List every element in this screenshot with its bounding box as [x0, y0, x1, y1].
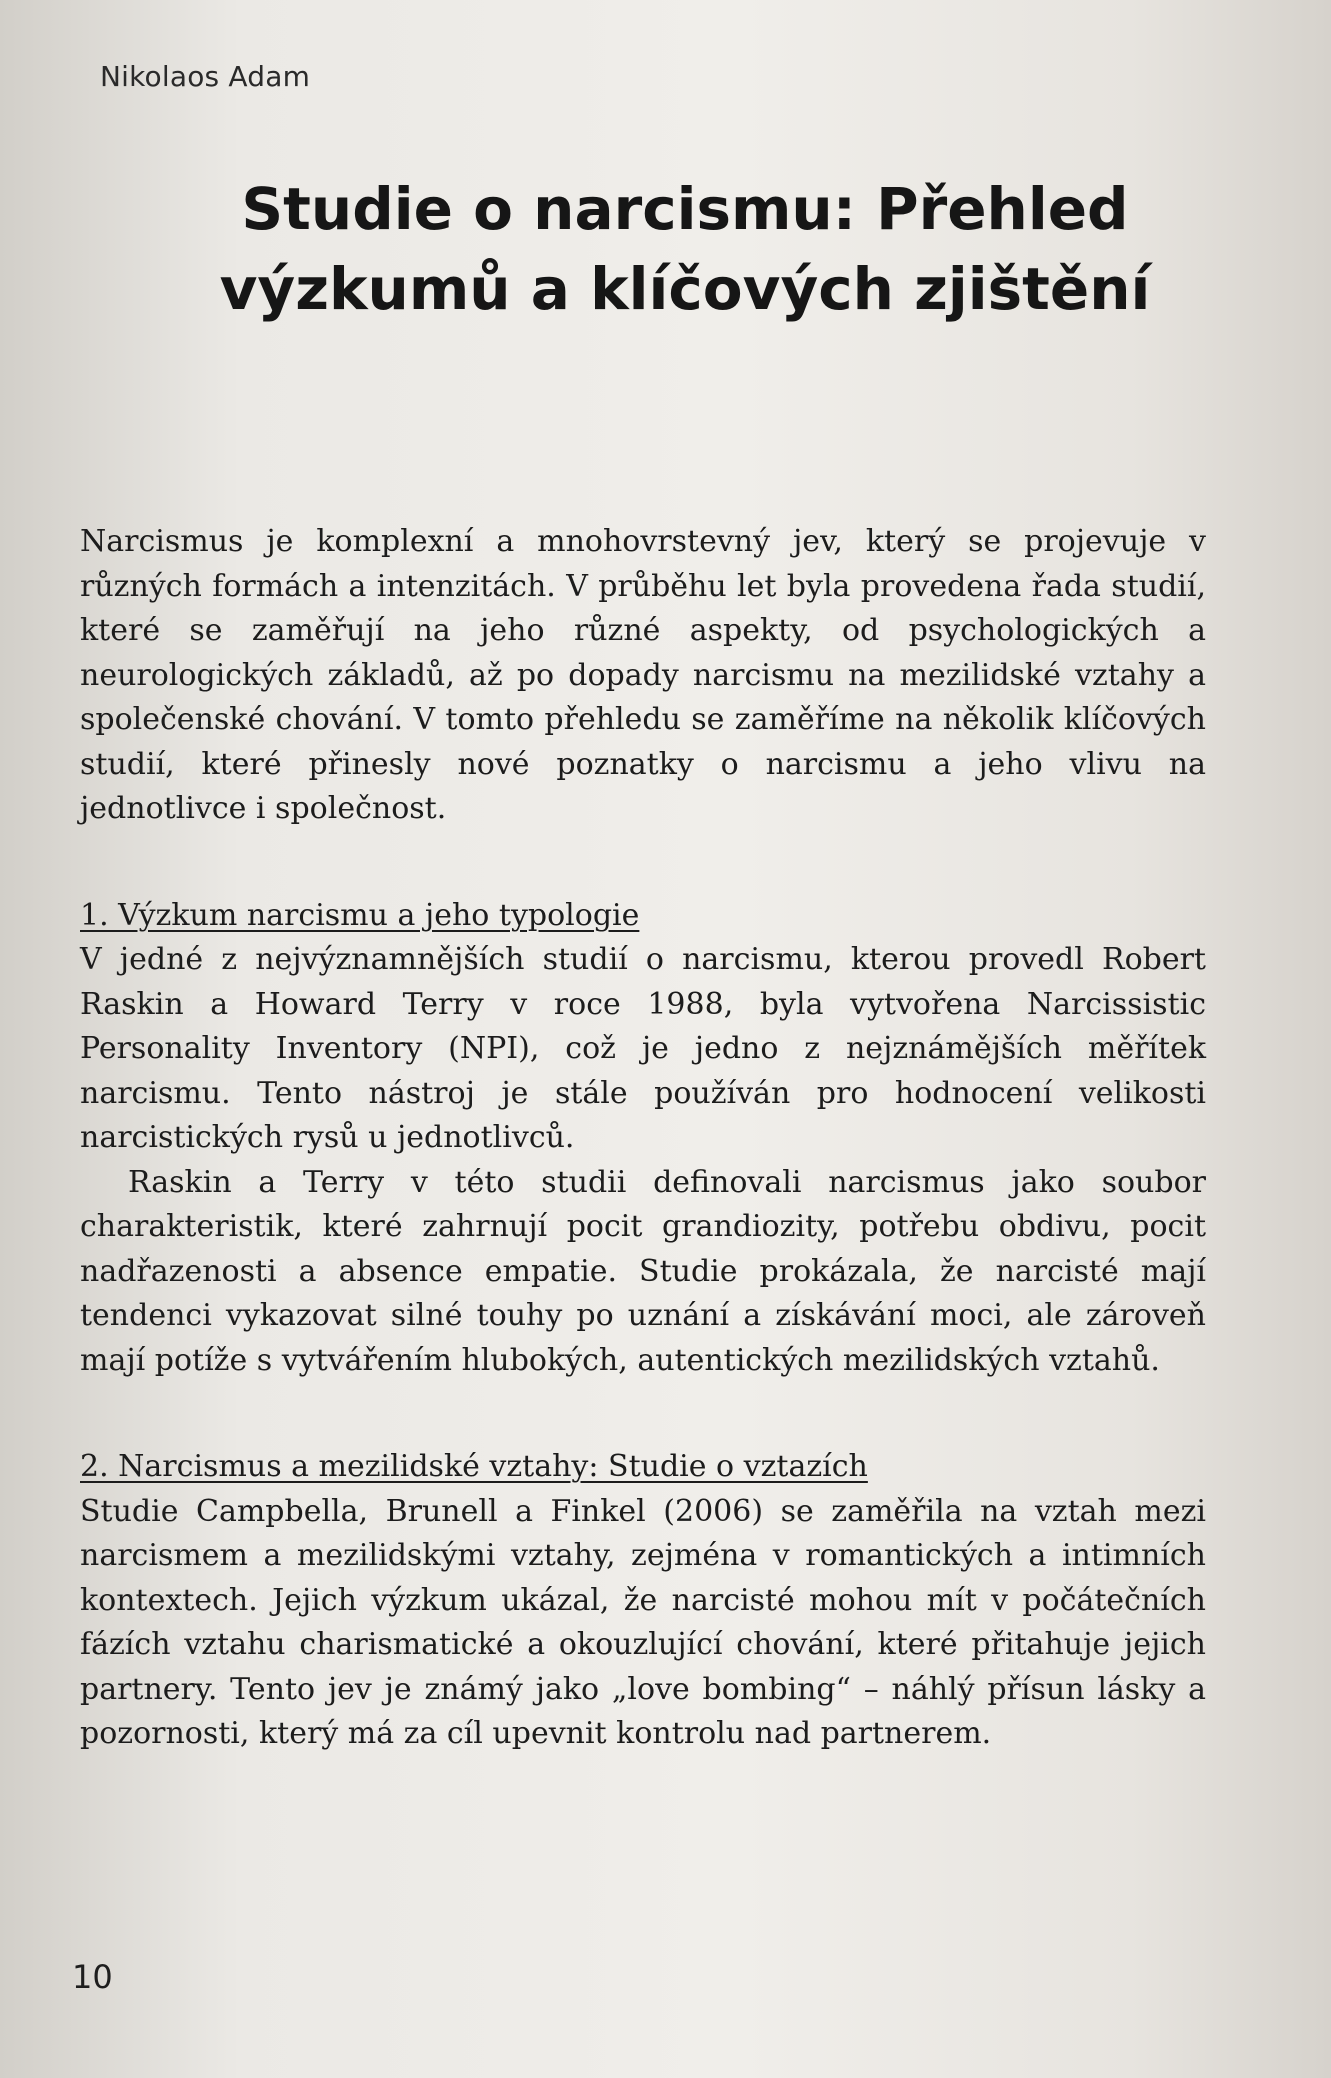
section-1-paragraph-2: Raskin a Terry v této studii definovali narcismus jako soubor charakteristik, které zahrnují pocit grandiozity, potřebu obdivu, pocit nadřazenosti a absence empatie. Studie prokázala, že narcisté mají tendenci vykazovat silné touhy po uznání a získávání moci, ale zároveň mají potíže s vytvářením hlubokých, autentických mezilidských vztahů.	[80, 1164, 1206, 1378]
section-2-paragraph-1: Studie Campbella, Brunell a Finkel (2006) se zaměřila na vztah mezi narcismem a mezilidskými vztahy, zejména v romantických a intimních kontextech. Jejich výzkum ukázal, že narcisté mohou mít v počátečních fázích vztahu charismatické a okouzlující chování, které přitahuje jejich partnery. Tento jev je známý jako „love bombing“ – náhlý přísun lásky a pozornosti, který má za cíl upevnit kontrolu nad partnerem.	[80, 1493, 1206, 1751]
chapter-title	[100, 169, 1270, 329]
section-1-heading: 1. Výzkum narcismu a jeho typologie	[80, 897, 640, 933]
body-text	[80, 520, 1206, 1757]
section-1-paragraph-1: V jedné z nejvýznamnějších studií o narcismu, kterou provedl Robert Raskin a Howard Terry v roce 1988, byla vytvořena Narcissistic Personality Inventory (NPI), což je jedno z nejznámějších měřítek narcismu. Tento nástroj je stále používán pro hodnocení velikosti narcistických rysů u jednotlivců.	[80, 942, 1206, 1155]
intro-paragraph: Narcismus je komplexní a mnohovrstevný jev, který se projevuje v různých formách a intenzitách. V průběhu let byla provedena řada studií, které se zaměřují na jeho různé aspekty, od psychologických a neurologických základů, až po dopady narcismu na mezilidské vztahy a společenské chování. V tomto přehledu se zaměříme na několik klíčových studií, které přinesly nové poznatky o narcismu a jeho vlivu na jednotlivce i společnost.	[80, 524, 1206, 826]
running-header-author: Nikolaos Adam	[100, 60, 311, 93]
section-spacer	[80, 832, 1206, 894]
chapter-title-line-2: výzkumů a klíčových zjištění	[219, 254, 1151, 323]
page-number: 10	[72, 1958, 113, 1996]
section-2-heading: 2. Narcismus a mezilidské vztahy: Studie o vztazích	[80, 1449, 868, 1484]
section-spacer	[80, 1383, 1206, 1445]
chapter-title-line-1: Studie o narcismu: Přehled	[241, 174, 1129, 243]
